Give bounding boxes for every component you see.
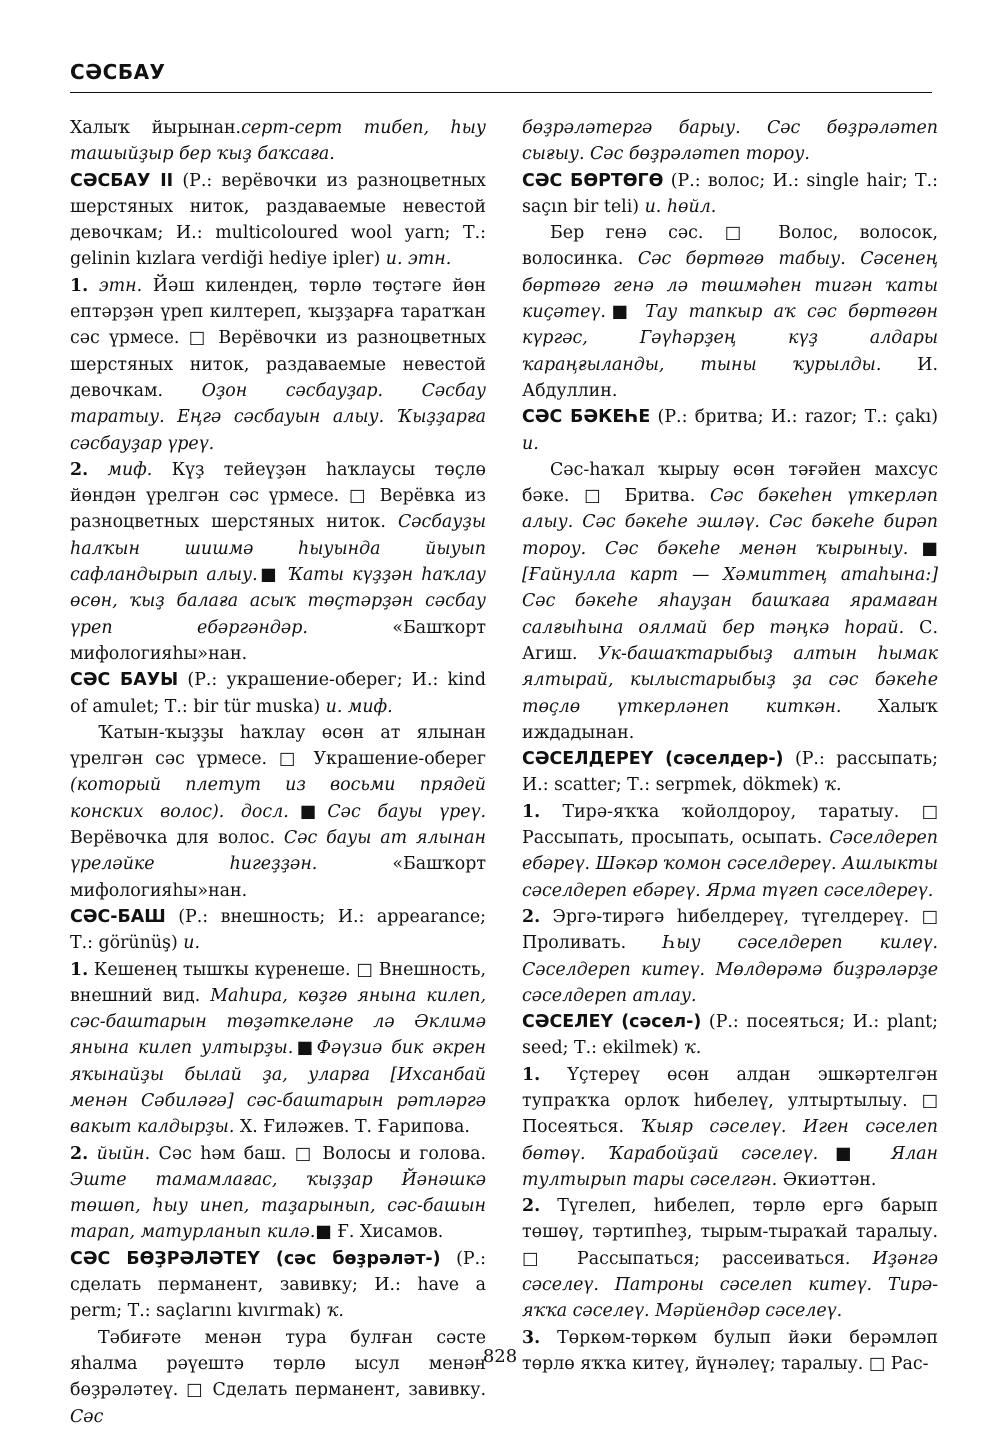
square-icon: □	[348, 486, 370, 507]
example-italic: ҡ.	[824, 775, 842, 796]
label-italic: этн.	[88, 275, 143, 296]
headword: СӘСБАУ II	[70, 170, 174, 191]
headword: СӘС-БАШ	[70, 906, 166, 927]
example-italic: Сәс бәкеһен үткерләп алыу. Сәс бәкеһе эшләү. Сәс бәкеһе бирәп тороу. Сәс бәкеһе менән ҡырыныу.	[522, 486, 939, 559]
headword: СӘС БӘКЕҺЕ	[522, 407, 651, 428]
example-italic: Ук-башаҡтарыбыҙ алтын һымак ялтырай, кылыстарыбыҙ ҙа сәс бәкеһе төҫлө үткерләнеп киткән.	[522, 643, 938, 717]
black-square-icon: ■	[315, 1222, 332, 1243]
example-italic: Сәс бауы ат ялынан үреләйке һигеҙҙән.	[70, 828, 486, 875]
sense-number: 1.	[70, 275, 89, 296]
entry-paragraph	[522, 457, 938, 746]
example-italic: Сәс бөртөгө табыу. Сәсенең бөртөгө генә лә төшмәһен тигән ҡаты киҫәтеү.	[522, 249, 938, 323]
example-italic: Ялан тултырып тары сәселгән.	[522, 1143, 938, 1190]
square-icon: □	[584, 486, 610, 507]
example-italic: (который плетут из восьми прядей конских волос). досл.	[70, 775, 486, 822]
text: (Р.: рассыпать; И.: scatter; Т.: serpmek, dökmek)	[522, 749, 938, 796]
example-italic: Эште тамамлағас, ҡыҙҙар Йәнәшкә төшөп, һыу инеп, таҙарынып, сәс-башын тарап, матурланып килә.	[70, 1169, 486, 1243]
headword-stem: (сәсел-)	[613, 1012, 702, 1033]
example-italic: и. этн.	[385, 249, 452, 270]
text: Верёвочка для волос.	[70, 828, 284, 849]
entry-paragraph	[522, 1009, 938, 1062]
text: Йәш килендең, төрлө төҫтәге йөн ептәрҙән үреп килтереп, ҡыҙҙарға таратҡан сәс үрмесе.	[70, 275, 486, 349]
text: Кешенең тышҡы күренеше.	[88, 959, 357, 980]
text: Халыҡ йырынан.	[70, 118, 242, 138]
text: Посеяться.	[522, 1117, 641, 1138]
text: Эргә-тирәгә һибелдереү, түгелдереү.	[540, 906, 922, 927]
text: Т. Ғарипова.	[354, 1117, 470, 1138]
text: Волосы и голова.	[314, 1143, 486, 1164]
text: Үҫтереү өсөн алдан эшкәртелгән тупраҡҡа орлоҡ һибелеү, ултыртылыу.	[522, 1064, 938, 1111]
text: Сделать перманент, завивку.	[204, 1380, 486, 1401]
text: Бер генә сәс.	[550, 223, 725, 244]
black-square-icon: ■	[605, 302, 634, 323]
sense-number: 2.	[522, 906, 541, 927]
sense-number: 1.	[522, 801, 541, 822]
entry-paragraph	[70, 1246, 486, 1325]
example-italic: Һыу сәселдереп килеү. Сәселдереп китеү. Мөлдөрәмә биҙрәләрҙе сәселдереп атлау.	[522, 933, 938, 1006]
text: (Р.: посеяться; И.: plant; seed; Т.: ekilmek)	[522, 1012, 938, 1059]
label-italic: йыйн.	[88, 1143, 151, 1164]
black-square-icon: ■	[293, 1038, 317, 1059]
entry-paragraph	[522, 220, 938, 404]
text: Внешность, внешний вид.	[70, 959, 486, 1006]
square-icon: □	[921, 801, 938, 822]
example-italic: и.	[183, 933, 201, 954]
text: «Башҡорт мифологияһы»нан.	[70, 617, 486, 664]
example-italic: и.	[522, 433, 539, 454]
square-icon: □	[294, 1143, 315, 1164]
sense-number: 2.	[522, 1196, 541, 1217]
text: (Р.: волос; И.: single hair; Т.: saçın bir teli)	[522, 170, 938, 217]
black-square-icon: ■	[818, 1143, 869, 1164]
square-icon: □	[188, 328, 210, 349]
example-italic: Оҙон сәсбауҙар. Сәсбау таратыу. Еңгә сәсбауын алыу. Ҡыҙҙарға сәсбауҙар үреү.	[70, 380, 486, 454]
entry-paragraph	[70, 273, 486, 457]
headword: СӘС БӨРТӨГӨ	[522, 170, 664, 191]
example-italic: Тау тапкыр аҡ сәс бөртөгөн күргәс, Гәүһәрҙең күҙ алдары ҡараңғыланды, тыны ҡурылды.	[522, 302, 938, 375]
sense-number: 2.	[70, 1143, 89, 1164]
square-icon: □	[278, 749, 302, 770]
text: Ғ. Хисамов.	[331, 1222, 444, 1243]
example-italic: и. һөйл.	[644, 196, 717, 217]
text: Проливать.	[522, 933, 664, 954]
text: (Р.: украшение-оберег; И.: kind of amulet; Т.: bir tür muska)	[70, 670, 486, 717]
headword: СӘС БАУЫ	[70, 670, 179, 691]
black-square-icon: ■	[908, 538, 938, 559]
entry-paragraph	[70, 168, 486, 273]
headword-stem: (сәселдер-)	[653, 749, 784, 770]
page-number: 828	[482, 1346, 518, 1367]
right-column	[522, 115, 938, 1377]
text: Рассыпаться; рассеиваться.	[554, 1248, 873, 1269]
example-italic: серт-серт тибеп, һыу ташыйҙыр бер ҡыҙ баҡсаға.	[70, 118, 486, 165]
text: С. Агиш.	[522, 617, 938, 664]
black-square-icon: ■	[257, 565, 280, 586]
square-icon: □	[921, 906, 938, 927]
text: Рас-	[885, 1353, 929, 1374]
square-icon: □	[186, 1380, 205, 1401]
example-italic: Маһира, көҙгө янына килеп, сәс-баштарын төҙәткеләне лә Әклимә янына килеп ултырҙы.	[70, 985, 486, 1059]
text: Сәс-һаҡал ҡырыу өсөн тәғәйен махсус бәке.	[522, 459, 938, 507]
text: Верёвка из разноцветных шерстяных ниток.	[70, 486, 487, 533]
headword: СӘСЕЛЕҮ	[522, 1012, 614, 1033]
entry-paragraph	[70, 457, 486, 667]
text: (Р.: сделать перманент, завивку; И.: have a perm; Т.: saçlarını kıvırmak)	[70, 1248, 486, 1322]
black-square-icon: ■	[288, 801, 328, 822]
entry-paragraph	[522, 746, 938, 799]
square-icon: □	[522, 1248, 555, 1269]
text: Төркөм-төркөм булып йәки берәмләп төрлө яҡҡа китеү, йүнәлеү; таралыу.	[522, 1327, 938, 1374]
entry-paragraph	[70, 667, 486, 720]
example-italic: [Ғайнулла карт — Хәмиттең атаһына:] Сәс бәкеһе яһауҙан башҡаға ярамаған салғыһына оялмай бер тәңкә һорай.	[522, 565, 938, 638]
square-icon: □	[356, 959, 373, 980]
text: Волос, волосок, волосинка.	[522, 223, 938, 270]
text: Тирә-яҡҡа ҡойолдороу, таратыу.	[540, 801, 922, 822]
text: (Р.: бритва; И.: razor; Т.: çakı)	[650, 407, 938, 428]
text: Бритва.	[609, 486, 710, 507]
text: Верёвочки из разноцветных шерстяных ниток, раздаваемые невестой девочкам.	[70, 328, 486, 401]
example-italic: и. миф.	[325, 696, 393, 717]
example-italic: Сәсбауҙы һалҡын шишмә һыуында йыуып сафландырып алыу.	[70, 512, 486, 586]
text: И. Абдуллин.	[522, 354, 938, 401]
entry-paragraph	[70, 720, 486, 904]
example-italic: Сәселдереп ебәреү. Шәкәр ҡомон сәселдереү. Ашлыкты сәселдереп ебәреү. Ярма түгеп сәселдереү.	[522, 828, 938, 901]
headword: СӘСЕЛДЕРЕҮ	[522, 749, 654, 770]
text: Сәс һәм баш.	[150, 1143, 295, 1164]
headword-stem: (сәс бөҙрәләт-)	[259, 1248, 441, 1269]
example-italic: ҡ.	[684, 1038, 702, 1059]
text: Халыҡ иждадынан.	[522, 696, 938, 743]
sense-number: 1.	[522, 1064, 541, 1085]
label-italic: миф.	[88, 459, 153, 480]
example-italic: Сәс	[70, 1406, 104, 1427]
text: (Р.: верёвочки из разноцветных шерстяных ниток, раздаваемые невестой девочкам; И.: multicoloured wool yarn; Т.: gelinin kızlara verdiği hediye ipler)	[70, 170, 486, 270]
square-icon: □	[868, 1353, 886, 1374]
entry-paragraph	[522, 115, 938, 168]
header-rule	[70, 92, 932, 93]
text: Ҡатын-ҡыҙҙы һаҡлау өсөн ат ялынан үрелгән сәс үрмесе.	[70, 722, 486, 770]
text: Әкиәттән.	[777, 1169, 877, 1190]
entry-paragraph	[70, 115, 486, 168]
entry-paragraph	[522, 404, 938, 457]
text: Тәбиғәте менән тура булған сәсте яһалма рәүештә төрлө ысул менән бөҙрәләтеү.	[70, 1327, 486, 1401]
example-italic: Ҡаты күҙҙән һаҡлау өсөн, ҡыҙ балаға асыҡ төҫтәрҙән сәсбау үреп ебәргәндәр.	[70, 565, 486, 638]
example-italic: Фәүзиә бик әкрен яҡынайҙы былай ҙа, уларға [Ихсанбай менән Сәбиләгә] сәс-баштарын рәтләргә вакыт калдырҙы.	[70, 1038, 486, 1138]
square-icon: □	[724, 223, 757, 244]
headword: СӘС БӨҘРӘЛӘТЕҮ	[70, 1248, 260, 1269]
example-italic: Ҡыяр сәселеү. Иген сәселеп бөтөү. Ҡарабойҙай сәселеү.	[522, 1117, 938, 1164]
example-italic: Сәс бауы үреү.	[327, 801, 486, 822]
text: Түгелеп, һибелеп, төрлө ергә барып төшөү, тәртипһеҙ, тырым-тыраҡай таралыу.	[522, 1196, 938, 1243]
entry-paragraph	[522, 1193, 938, 1324]
entry-paragraph	[522, 1062, 938, 1193]
entry-paragraph	[70, 1141, 486, 1246]
example-italic: бөҙрәләтергә барыу. Сәс бөҙрәләтеп сығыу. Сәс бөҙрәләтеп тороу.	[522, 118, 938, 165]
entry-paragraph	[522, 168, 938, 221]
sense-number: 3.	[522, 1327, 541, 1348]
text: (Р.: внешность; И.: appearance; Т.: görünüş)	[70, 906, 486, 954]
sense-number: 1.	[70, 959, 89, 980]
left-column	[70, 115, 486, 1430]
entry-paragraph	[522, 799, 938, 904]
entry-paragraph	[70, 957, 486, 1141]
entry-paragraph	[70, 1325, 486, 1430]
text: Рассыпать, просыпать, осыпать.	[522, 828, 830, 849]
text: Күҙ тейеүҙән һаҡлаусы төҫлө йөндән үрелгән сәс үрмесе.	[70, 459, 486, 507]
example-italic: ҡ.	[326, 1301, 344, 1322]
text: Х. Ғиләжев.	[234, 1117, 355, 1138]
entry-paragraph	[522, 904, 938, 1009]
text: Украшение-оберег	[301, 749, 487, 770]
example-italic: Иҙәнгә сәселеү. Патроны сәселеп китеү. Тирә-яҡҡа сәселеү. Мәрйендәр сәселеү.	[522, 1248, 938, 1322]
text: «Башҡорт мифологияһы»нан.	[70, 854, 486, 901]
entry-paragraph	[70, 904, 486, 957]
running-header: СӘСБАУ	[70, 60, 166, 84]
sense-number: 2.	[70, 459, 89, 480]
square-icon: □	[921, 1090, 938, 1111]
